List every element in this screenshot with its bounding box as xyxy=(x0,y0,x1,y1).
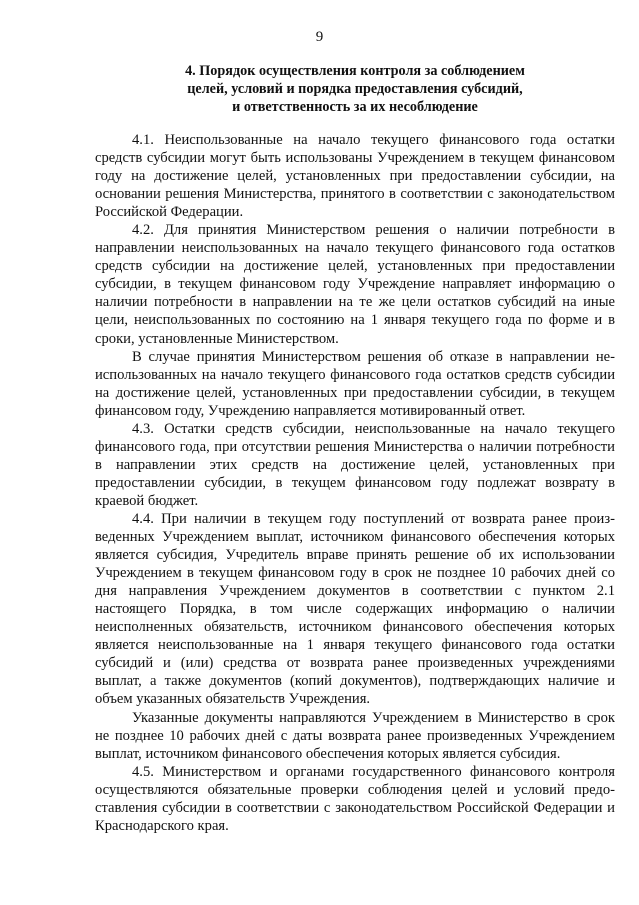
paragraph-4-4: 4.4. При наличии в текущем году поступлений от возврата ранее произведенных Учреждением выплат, источником финансового обеспечения которых является субсидия, Учредитель вправе принять решение об их использовании Учреждением в текущем финансовом году в срок не позднее 10 рабочих дней со дня направления Учреждением документов в соответствии с пунктом 2.1 настоящего Порядка, в том числе содержащих информацию о наличии неисполненных обязательств, источником финансового обеспечения которых является неиспользованные на 1 января текущего финансового года остатки субсидий и (или) средства от возврата ранее произведенных учреждениями выплат, а также документов (копий документов), подтверждающих наличие и объем указанных обязательств Учреждения. xyxy=(95,510,615,708)
paragraph-4-2-refusal: В случае принятия Министерством решения об отказе в направлении неиспользованных на начало текущего финансового года остатков средств субсидии на достижение целей, установленных при предоставлении субсидии, в текущем финансовом году, Учреждению направляется мотивированный ответ. xyxy=(95,348,615,419)
paragraph-4-1: 4.1. Неиспользованные на начало текущего финансового года остатки средств субсидии могут быть использованы Учреждением в текущем финансовом году на достижение целей, установленных при предоставлении субсидии, на основании решения Министерства, принятого в соответствии с законодательством Российской Федерации. xyxy=(95,132,615,221)
paragraph-4-5: 4.5. Министерством и органами государственного финансового контроля осуществляются обязательные проверки соблюдения целей и условий предоставления субсидии в соответствии с законодательством Российской Федерации и Краснодарского края. xyxy=(95,763,615,834)
document-body xyxy=(95,131,615,835)
section-heading: 4. Порядок осуществления контроля за соблюдением целей, условий и порядка предоставления субсидий, и ответственность за их несоблюдение xyxy=(185,63,525,115)
paragraph-4-2: 4.2. Для принятия Министерством решения о наличии потребности в направлении неиспользованных на начало текущего финансового года остатков средств субсидии на достижение целей, установленных при предоставлении субсидии, в текущем финансовом году Учреждение направляет информацию о наличии потребности в направлении на те же цели остатков субсидий на иные цели, неиспользованных по состоянию на 1 января текущего года по форме и в сроки, установленные Министерством. xyxy=(95,222,615,347)
paragraph-4-3: 4.3. Остатки средств субсидии, неиспользованные на начало текущего финансового года, при отсутствии решения Министерства о наличии потребности в направлении этих средств на достижение целей, установленных при предоставлении субсидии, в текущем финансовом году подлежат возврату в краевой бюджет. xyxy=(95,420,615,509)
paragraph-4-4-documents: Указанные документы направляются Учреждением в Министерство в срок не позднее 10 рабочих дней с даты возврата ранее произведенных Учреждением выплат, источником финансового обеспечения которых является субсидия. xyxy=(95,709,615,762)
page-number: 9 xyxy=(315,29,324,45)
